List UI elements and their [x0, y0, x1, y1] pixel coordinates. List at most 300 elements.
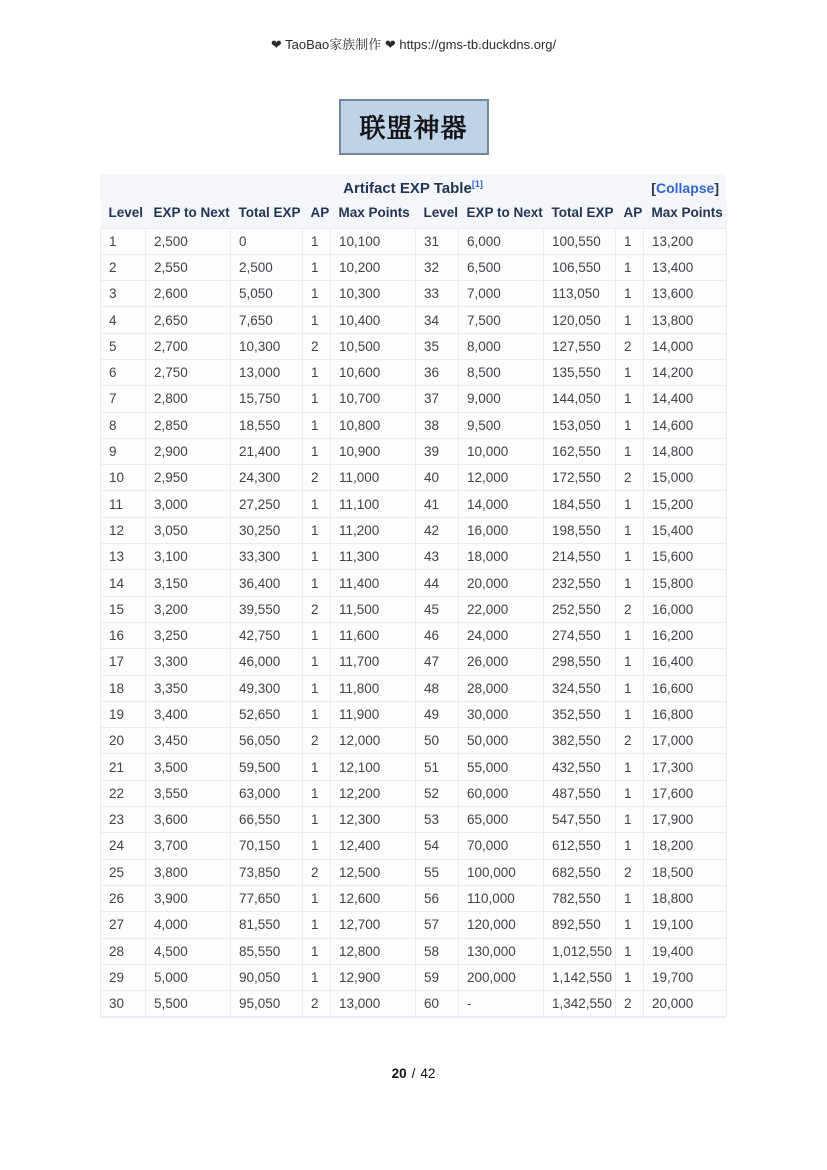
cell-total-exp: 547,550 — [544, 807, 616, 833]
table-row — [101, 281, 727, 307]
cell-exp-to-next: 16,000 — [459, 517, 544, 543]
cell-level: 39 — [416, 438, 459, 464]
cell-exp-to-next: 6,000 — [459, 228, 544, 254]
cell-level: 27 — [101, 912, 146, 938]
cell-total-exp: 18,550 — [231, 412, 303, 438]
cell-ap: 1 — [303, 675, 331, 701]
total-page-count: 42 — [420, 1066, 436, 1081]
cell-max-points: 16,000 — [644, 596, 727, 622]
cell-level: 1 — [101, 228, 146, 254]
cell-max-points: 15,800 — [644, 570, 727, 596]
table-row — [101, 754, 727, 780]
cell-max-points: 10,300 — [331, 281, 416, 307]
cell-ap: 2 — [616, 859, 644, 885]
cell-level: 41 — [416, 491, 459, 517]
cell-max-points: 15,600 — [644, 544, 727, 570]
cell-ap: 1 — [616, 833, 644, 859]
table-row — [101, 491, 727, 517]
cell-max-points: 18,500 — [644, 859, 727, 885]
cell-max-points: 16,800 — [644, 701, 727, 727]
cell-ap: 2 — [303, 859, 331, 885]
cell-level: 50 — [416, 728, 459, 754]
cell-ap: 1 — [616, 885, 644, 911]
cell-total-exp: 100,550 — [544, 228, 616, 254]
cell-total-exp: 274,550 — [544, 622, 616, 648]
cell-total-exp: 298,550 — [544, 649, 616, 675]
cell-max-points: 12,700 — [331, 912, 416, 938]
cell-total-exp: 52,650 — [231, 701, 303, 727]
cell-level: 31 — [416, 228, 459, 254]
cell-ap: 2 — [616, 465, 644, 491]
table-row — [101, 465, 727, 491]
cell-exp-to-next: 55,000 — [459, 754, 544, 780]
cell-ap: 1 — [303, 964, 331, 990]
cell-level: 38 — [416, 412, 459, 438]
cell-max-points: 12,500 — [331, 859, 416, 885]
cell-ap: 2 — [303, 465, 331, 491]
cell-total-exp: 56,050 — [231, 728, 303, 754]
cell-level: 32 — [416, 254, 459, 280]
cell-exp-to-next: 2,850 — [146, 412, 231, 438]
cell-exp-to-next: 2,550 — [146, 254, 231, 280]
cell-exp-to-next: - — [459, 991, 544, 1017]
cell-exp-to-next: 130,000 — [459, 938, 544, 964]
cell-exp-to-next: 30,000 — [459, 701, 544, 727]
cell-exp-to-next: 20,000 — [459, 570, 544, 596]
cell-max-points: 10,400 — [331, 307, 416, 333]
cell-ap: 1 — [303, 649, 331, 675]
cell-ap: 1 — [616, 412, 644, 438]
cell-ap: 1 — [303, 517, 331, 543]
cell-max-points: 17,600 — [644, 780, 727, 806]
cell-max-points: 10,200 — [331, 254, 416, 280]
cell-total-exp: 59,500 — [231, 754, 303, 780]
cell-ap: 2 — [303, 991, 331, 1017]
cell-exp-to-next: 14,000 — [459, 491, 544, 517]
cell-total-exp: 352,550 — [544, 701, 616, 727]
cell-max-points: 19,400 — [644, 938, 727, 964]
cell-exp-to-next: 10,000 — [459, 438, 544, 464]
table-row — [101, 438, 727, 464]
cell-max-points: 12,800 — [331, 938, 416, 964]
cell-max-points: 11,100 — [331, 491, 416, 517]
cell-ap: 2 — [303, 596, 331, 622]
cell-level: 51 — [416, 754, 459, 780]
cell-total-exp: 30,250 — [231, 517, 303, 543]
cell-total-exp: 1,012,550 — [544, 938, 616, 964]
cell-total-exp: 113,050 — [544, 281, 616, 307]
cell-total-exp: 10,300 — [231, 333, 303, 359]
cell-exp-to-next: 3,350 — [146, 675, 231, 701]
cell-max-points: 14,800 — [644, 438, 727, 464]
cell-level: 48 — [416, 675, 459, 701]
cell-total-exp: 5,050 — [231, 281, 303, 307]
cell-ap: 1 — [616, 912, 644, 938]
cell-exp-to-next: 2,600 — [146, 281, 231, 307]
cell-exp-to-next: 3,900 — [146, 885, 231, 911]
table-row — [101, 386, 727, 412]
table-title-bar — [100, 174, 726, 202]
cell-level: 26 — [101, 885, 146, 911]
cell-max-points: 10,900 — [331, 438, 416, 464]
cell-ap: 1 — [616, 622, 644, 648]
table-row — [101, 333, 727, 359]
cell-ap: 1 — [303, 307, 331, 333]
cell-max-points: 12,300 — [331, 807, 416, 833]
cell-level: 20 — [101, 728, 146, 754]
column-header-total-exp: Total EXP — [544, 202, 616, 228]
cell-ap: 1 — [616, 254, 644, 280]
cell-total-exp: 39,550 — [231, 596, 303, 622]
cell-total-exp: 66,550 — [231, 807, 303, 833]
cell-ap: 1 — [303, 885, 331, 911]
cell-total-exp: 85,550 — [231, 938, 303, 964]
cell-max-points: 17,000 — [644, 728, 727, 754]
cell-level: 21 — [101, 754, 146, 780]
footnote-ref-link[interactable]: [1] — [471, 179, 483, 189]
cell-level: 12 — [101, 517, 146, 543]
cell-max-points: 12,900 — [331, 964, 416, 990]
cell-exp-to-next: 3,050 — [146, 517, 231, 543]
cell-level: 13 — [101, 544, 146, 570]
cell-ap: 1 — [303, 701, 331, 727]
cell-exp-to-next: 3,800 — [146, 859, 231, 885]
cell-total-exp: 7,650 — [231, 307, 303, 333]
table-row — [101, 807, 727, 833]
cell-max-points: 12,100 — [331, 754, 416, 780]
cell-level: 46 — [416, 622, 459, 648]
cell-exp-to-next: 2,900 — [146, 438, 231, 464]
table-row — [101, 885, 727, 911]
cell-exp-to-next: 2,950 — [146, 465, 231, 491]
cell-level: 18 — [101, 675, 146, 701]
cell-exp-to-next: 18,000 — [459, 544, 544, 570]
cell-max-points: 17,900 — [644, 807, 727, 833]
cell-level: 58 — [416, 938, 459, 964]
cell-exp-to-next: 3,500 — [146, 754, 231, 780]
cell-ap: 1 — [303, 754, 331, 780]
cell-level: 40 — [416, 465, 459, 491]
cell-exp-to-next: 2,650 — [146, 307, 231, 333]
exp-table — [100, 202, 727, 1017]
cell-total-exp: 198,550 — [544, 517, 616, 543]
cell-exp-to-next: 3,400 — [146, 701, 231, 727]
table-row — [101, 964, 727, 990]
cell-total-exp: 252,550 — [544, 596, 616, 622]
artifact-exp-table-section — [100, 174, 726, 1018]
cell-level: 23 — [101, 807, 146, 833]
cell-exp-to-next: 28,000 — [459, 675, 544, 701]
cell-ap: 1 — [616, 307, 644, 333]
cell-max-points: 13,800 — [644, 307, 727, 333]
cell-max-points: 14,400 — [644, 386, 727, 412]
cell-exp-to-next: 3,250 — [146, 622, 231, 648]
cell-max-points: 19,100 — [644, 912, 727, 938]
column-header-exp-to-next: EXP to Next — [146, 202, 231, 228]
cell-total-exp: 33,300 — [231, 544, 303, 570]
cell-exp-to-next: 3,000 — [146, 491, 231, 517]
cell-exp-to-next: 2,750 — [146, 359, 231, 385]
cell-exp-to-next: 3,100 — [146, 544, 231, 570]
cell-max-points: 16,400 — [644, 649, 727, 675]
cell-total-exp: 90,050 — [231, 964, 303, 990]
cell-exp-to-next: 3,600 — [146, 807, 231, 833]
cell-max-points: 13,000 — [331, 991, 416, 1017]
cell-total-exp: 153,050 — [544, 412, 616, 438]
cell-level: 19 — [101, 701, 146, 727]
cell-level: 45 — [416, 596, 459, 622]
cell-total-exp: 144,050 — [544, 386, 616, 412]
cell-total-exp: 70,150 — [231, 833, 303, 859]
table-row — [101, 833, 727, 859]
cell-level: 24 — [101, 833, 146, 859]
current-page-number: 20 — [391, 1066, 407, 1081]
cell-level: 44 — [416, 570, 459, 596]
table-row — [101, 596, 727, 622]
cell-exp-to-next: 200,000 — [459, 964, 544, 990]
cell-max-points: 12,200 — [331, 780, 416, 806]
cell-exp-to-next: 3,300 — [146, 649, 231, 675]
cell-max-points: 18,200 — [644, 833, 727, 859]
cell-level: 28 — [101, 938, 146, 964]
cell-total-exp: 382,550 — [544, 728, 616, 754]
table-row — [101, 859, 727, 885]
cell-ap: 2 — [303, 333, 331, 359]
cell-level: 9 — [101, 438, 146, 464]
cell-ap: 1 — [303, 912, 331, 938]
cell-ap: 2 — [616, 596, 644, 622]
cell-max-points: 16,600 — [644, 675, 727, 701]
table-row — [101, 938, 727, 964]
cell-ap: 1 — [303, 938, 331, 964]
cell-ap: 1 — [616, 517, 644, 543]
table-row — [101, 701, 727, 727]
cell-max-points: 11,200 — [331, 517, 416, 543]
column-header-total-exp: Total EXP — [231, 202, 303, 228]
cell-total-exp: 2,500 — [231, 254, 303, 280]
cell-level: 8 — [101, 412, 146, 438]
table-row — [101, 359, 727, 385]
cell-total-exp: 135,550 — [544, 359, 616, 385]
cell-level: 7 — [101, 386, 146, 412]
cell-total-exp: 1,342,550 — [544, 991, 616, 1017]
cell-level: 43 — [416, 544, 459, 570]
cell-ap: 1 — [616, 386, 644, 412]
table-title: Artifact EXP Table — [343, 180, 472, 197]
collapse-bracket-right: ] — [714, 180, 719, 196]
cell-max-points: 14,600 — [644, 412, 727, 438]
cell-total-exp: 612,550 — [544, 833, 616, 859]
cell-max-points: 15,400 — [644, 517, 727, 543]
cell-ap: 1 — [303, 833, 331, 859]
cell-max-points: 15,000 — [644, 465, 727, 491]
cell-max-points: 15,200 — [644, 491, 727, 517]
cell-level: 16 — [101, 622, 146, 648]
table-row — [101, 517, 727, 543]
cell-exp-to-next: 50,000 — [459, 728, 544, 754]
cell-ap: 2 — [303, 728, 331, 754]
cell-level: 4 — [101, 307, 146, 333]
cell-max-points: 11,300 — [331, 544, 416, 570]
column-header-level: Level — [101, 202, 146, 228]
cell-total-exp: 782,550 — [544, 885, 616, 911]
cell-ap: 1 — [616, 359, 644, 385]
cell-ap: 2 — [616, 728, 644, 754]
cell-ap: 1 — [303, 544, 331, 570]
cell-level: 56 — [416, 885, 459, 911]
table-row — [101, 728, 727, 754]
column-header-max-points: Max Points — [644, 202, 727, 228]
cell-exp-to-next: 60,000 — [459, 780, 544, 806]
cell-level: 57 — [416, 912, 459, 938]
table-row — [101, 991, 727, 1017]
cell-level: 17 — [101, 649, 146, 675]
cell-total-exp: 127,550 — [544, 333, 616, 359]
cell-total-exp: 81,550 — [231, 912, 303, 938]
cell-total-exp: 892,550 — [544, 912, 616, 938]
cell-level: 6 — [101, 359, 146, 385]
cell-ap: 1 — [616, 807, 644, 833]
table-row — [101, 412, 727, 438]
cell-ap: 1 — [616, 780, 644, 806]
cell-exp-to-next: 70,000 — [459, 833, 544, 859]
cell-ap: 1 — [303, 254, 331, 280]
cell-max-points: 18,800 — [644, 885, 727, 911]
cell-ap: 1 — [303, 281, 331, 307]
cell-max-points: 13,600 — [644, 281, 727, 307]
cell-total-exp: 63,000 — [231, 780, 303, 806]
cell-total-exp: 13,000 — [231, 359, 303, 385]
cell-max-points: 10,500 — [331, 333, 416, 359]
exp-table-head — [101, 202, 727, 228]
cell-total-exp: 24,300 — [231, 465, 303, 491]
cell-max-points: 13,200 — [644, 228, 727, 254]
cell-ap: 1 — [616, 544, 644, 570]
cell-level: 30 — [101, 991, 146, 1017]
cell-ap: 1 — [303, 622, 331, 648]
cell-level: 54 — [416, 833, 459, 859]
cell-ap: 2 — [616, 991, 644, 1017]
cell-exp-to-next: 6,500 — [459, 254, 544, 280]
cell-level: 52 — [416, 780, 459, 806]
cell-exp-to-next: 3,550 — [146, 780, 231, 806]
cell-ap: 1 — [303, 570, 331, 596]
column-header-level: Level — [416, 202, 459, 228]
column-header-ap: AP — [303, 202, 331, 228]
cell-max-points: 11,900 — [331, 701, 416, 727]
cell-total-exp: 36,400 — [231, 570, 303, 596]
cell-level: 3 — [101, 281, 146, 307]
table-row — [101, 622, 727, 648]
cell-total-exp: 214,550 — [544, 544, 616, 570]
cell-ap: 1 — [303, 807, 331, 833]
cell-max-points: 17,300 — [644, 754, 727, 780]
cell-max-points: 10,700 — [331, 386, 416, 412]
cell-ap: 2 — [616, 333, 644, 359]
table-row — [101, 675, 727, 701]
cell-total-exp: 21,400 — [231, 438, 303, 464]
cell-total-exp: 232,550 — [544, 570, 616, 596]
table-row — [101, 912, 727, 938]
cell-total-exp: 487,550 — [544, 780, 616, 806]
page-number-separator: / — [411, 1066, 416, 1081]
cell-max-points: 11,800 — [331, 675, 416, 701]
cell-level: 37 — [416, 386, 459, 412]
cell-ap: 1 — [616, 938, 644, 964]
cell-total-exp: 77,650 — [231, 885, 303, 911]
cell-ap: 1 — [616, 491, 644, 517]
table-row — [101, 780, 727, 806]
cell-ap: 1 — [303, 359, 331, 385]
cell-level: 29 — [101, 964, 146, 990]
cell-level: 42 — [416, 517, 459, 543]
page-title: 联盟神器 — [359, 113, 468, 143]
cell-ap: 1 — [303, 780, 331, 806]
cell-level: 5 — [101, 333, 146, 359]
cell-level: 47 — [416, 649, 459, 675]
cell-exp-to-next: 3,700 — [146, 833, 231, 859]
cell-level: 25 — [101, 859, 146, 885]
cell-max-points: 11,600 — [331, 622, 416, 648]
cell-ap: 1 — [616, 570, 644, 596]
cell-exp-to-next: 5,000 — [146, 964, 231, 990]
document-header: ❤ TaoBao家族制作 ❤ https://gms-tb.duckdns.org/ — [270, 37, 557, 52]
cell-max-points: 14,000 — [644, 333, 727, 359]
cell-max-points: 11,400 — [331, 570, 416, 596]
cell-level: 33 — [416, 281, 459, 307]
cell-ap: 1 — [616, 675, 644, 701]
cell-exp-to-next: 65,000 — [459, 807, 544, 833]
cell-exp-to-next: 2,500 — [146, 228, 231, 254]
cell-level: 2 — [101, 254, 146, 280]
cell-total-exp: 42,750 — [231, 622, 303, 648]
cell-max-points: 14,200 — [644, 359, 727, 385]
cell-exp-to-next: 120,000 — [459, 912, 544, 938]
table-row — [101, 649, 727, 675]
cell-exp-to-next: 12,000 — [459, 465, 544, 491]
cell-exp-to-next: 3,450 — [146, 728, 231, 754]
cell-level: 22 — [101, 780, 146, 806]
cell-total-exp: 106,550 — [544, 254, 616, 280]
cell-total-exp: 1,142,550 — [544, 964, 616, 990]
cell-exp-to-next: 100,000 — [459, 859, 544, 885]
cell-level: 36 — [416, 359, 459, 385]
cell-total-exp: 432,550 — [544, 754, 616, 780]
collapse-link[interactable]: Collapse — [655, 180, 715, 196]
cell-ap: 1 — [616, 228, 644, 254]
cell-max-points: 16,200 — [644, 622, 727, 648]
cell-total-exp: 184,550 — [544, 491, 616, 517]
table-row — [101, 307, 727, 333]
column-header-ap: AP — [616, 202, 644, 228]
cell-max-points: 12,400 — [331, 833, 416, 859]
cell-exp-to-next: 7,000 — [459, 281, 544, 307]
cell-level: 35 — [416, 333, 459, 359]
cell-total-exp: 162,550 — [544, 438, 616, 464]
cell-level: 55 — [416, 859, 459, 885]
cell-max-points: 13,400 — [644, 254, 727, 280]
cell-max-points: 11,700 — [331, 649, 416, 675]
cell-total-exp: 324,550 — [544, 675, 616, 701]
cell-exp-to-next: 8,000 — [459, 333, 544, 359]
cell-level: 59 — [416, 964, 459, 990]
cell-level: 49 — [416, 701, 459, 727]
cell-exp-to-next: 5,500 — [146, 991, 231, 1017]
cell-ap: 1 — [616, 649, 644, 675]
cell-exp-to-next: 3,150 — [146, 570, 231, 596]
cell-level: 34 — [416, 307, 459, 333]
table-row — [101, 544, 727, 570]
